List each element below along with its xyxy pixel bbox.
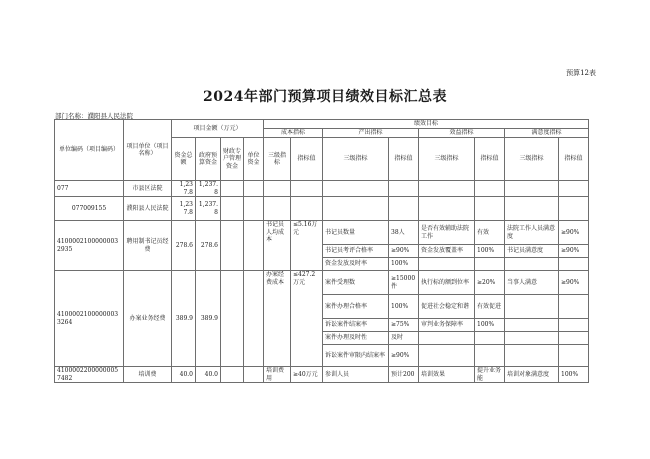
output-indicator: 书记员数量 — [323, 221, 389, 245]
output-indicator: 参训人员 — [323, 367, 389, 383]
amount-total: 278.6 — [172, 221, 196, 271]
page-title: 2024年部门预算项目绩效目标汇总表 — [203, 89, 447, 105]
satisfaction-value: ≥90% — [559, 221, 589, 245]
output-indicator: 案件办理合格率 — [323, 295, 389, 319]
benefit-value: 100% — [475, 245, 505, 258]
header-cost: 成本指标 — [264, 129, 323, 138]
output-value: ≥15000件 — [389, 271, 419, 295]
amount-gov: 278.6 — [196, 221, 221, 271]
output-indicator: 诉讼案件结案率 — [323, 319, 389, 332]
header-l3: 三级指标 — [323, 138, 389, 181]
unit-name: 濮阳县人民法院 — [124, 197, 172, 221]
benefit-indicator: 资金发放覆盖率 — [419, 245, 475, 258]
output-value: 100% — [389, 258, 419, 271]
header-amount-gov: 政府预算资金 — [196, 138, 221, 181]
satisfaction-indicator: 培训对象满意度 — [505, 367, 559, 383]
header-val: 指标值 — [475, 138, 505, 181]
output-value: 38人 — [389, 221, 419, 245]
benefit-indicator: 审判业务保障率 — [419, 319, 475, 332]
output-indicator: 案件受理数 — [323, 271, 389, 295]
satisfaction-value: ≥90% — [559, 271, 589, 295]
project-code: 41000021000000032935 — [55, 221, 124, 271]
amount-total: 1,237.8 — [172, 197, 196, 221]
header-satisfaction: 满意度指标 — [505, 129, 589, 138]
cost-indicator: 培训费用 — [264, 367, 291, 383]
header-amount: 项目金额（万元） — [172, 120, 264, 138]
header-val: 指标值 — [559, 138, 589, 181]
header-val: 指标值 — [291, 138, 323, 181]
unit-code: 077009155 — [55, 197, 124, 221]
benefit-indicator: 培训效果 — [419, 367, 475, 383]
output-indicator: 资金发放及时率 — [323, 258, 389, 271]
project-name: 办案业务经费 — [124, 271, 172, 367]
header-l3: 三级指标 — [419, 138, 475, 181]
table-row — [55, 221, 589, 245]
benefit-value: 有效促进 — [475, 295, 505, 319]
amount-gov: 1,237.8 — [196, 197, 221, 221]
table-row — [55, 181, 589, 197]
amount-gov: 389.9 — [196, 271, 221, 367]
output-indicator: 书记员考评合格率 — [323, 245, 389, 258]
performance-table — [54, 119, 589, 383]
output-indicator: 诉讼案件审限内结案率 — [323, 345, 389, 367]
cost-value: ≤5.16万元 — [291, 221, 323, 271]
table-row — [55, 197, 589, 221]
header-amount-fiscal-special: 财政专户管理资金 — [221, 138, 244, 181]
header-amount-unit: 单位资金 — [244, 138, 264, 181]
satisfaction-indicator: 当事人满意 — [505, 271, 559, 295]
amount-gov: 1,237.8 — [196, 181, 221, 197]
cost-indicator: 办案经费成本 — [264, 271, 291, 367]
header-benefit: 效益指标 — [419, 129, 505, 138]
amount-gov: 40.0 — [196, 367, 221, 383]
form-number: 预算12表 — [566, 69, 596, 77]
unit-code: 077 — [55, 181, 124, 197]
department-name: 部门名称：濮阳县人民法院 — [55, 112, 133, 120]
benefit-value: 有效 — [475, 221, 505, 245]
project-code: 41000021000000033264 — [55, 271, 124, 367]
amount-total: 389.9 — [172, 271, 196, 367]
project-name: 聘用制书记员经费 — [124, 221, 172, 271]
satisfaction-value: 100% — [559, 367, 589, 383]
cost-value: ≥40万元 — [291, 367, 323, 383]
cost-indicator: 书记员人均成本 — [264, 221, 291, 271]
benefit-value: 提升业务能 — [475, 367, 505, 383]
header-performance: 绩效目标 — [264, 120, 589, 129]
header-amount-total: 资金总额 — [172, 138, 196, 181]
header-unit-name: 项目单位（项目名称） — [124, 120, 172, 181]
satisfaction-indicator: 法院工作人员满意度 — [505, 221, 559, 245]
output-value: ≥75% — [389, 319, 419, 332]
satisfaction-value: ≥90% — [559, 245, 589, 258]
benefit-indicator: 促进社会稳定和谐 — [419, 295, 475, 319]
table-row — [55, 367, 589, 383]
amount-total: 1,237.8 — [172, 181, 196, 197]
benefit-value: ≥20% — [475, 271, 505, 295]
amount-total: 40.0 — [172, 367, 196, 383]
header-unit-code: 单位编码（项目编码） — [55, 120, 124, 181]
project-code: 41000022000000057482 — [55, 367, 124, 383]
project-name: 培训费 — [124, 367, 172, 383]
unit-name: 市县区法院 — [124, 181, 172, 197]
output-value: ≥90% — [389, 245, 419, 258]
header-output: 产出指标 — [323, 129, 419, 138]
output-value: ≥90% — [389, 345, 419, 367]
output-value: 预计200 — [389, 367, 419, 383]
output-value: 100% — [389, 295, 419, 319]
output-indicator: 案件办理及时性 — [323, 332, 389, 345]
header-l3: 三级指标 — [505, 138, 559, 181]
output-value: 及时 — [389, 332, 419, 345]
header-val: 指标值 — [389, 138, 419, 181]
benefit-indicator: 执行标的额到位率 — [419, 271, 475, 295]
header-l3: 三级指标 — [264, 138, 291, 181]
benefit-value: 100% — [475, 319, 505, 332]
cost-value: ≤427.2万元 — [291, 271, 323, 367]
table-row — [55, 271, 589, 295]
satisfaction-indicator: 书记员满意度 — [505, 245, 559, 258]
benefit-indicator: 是否有效辅助法院工作 — [419, 221, 475, 245]
